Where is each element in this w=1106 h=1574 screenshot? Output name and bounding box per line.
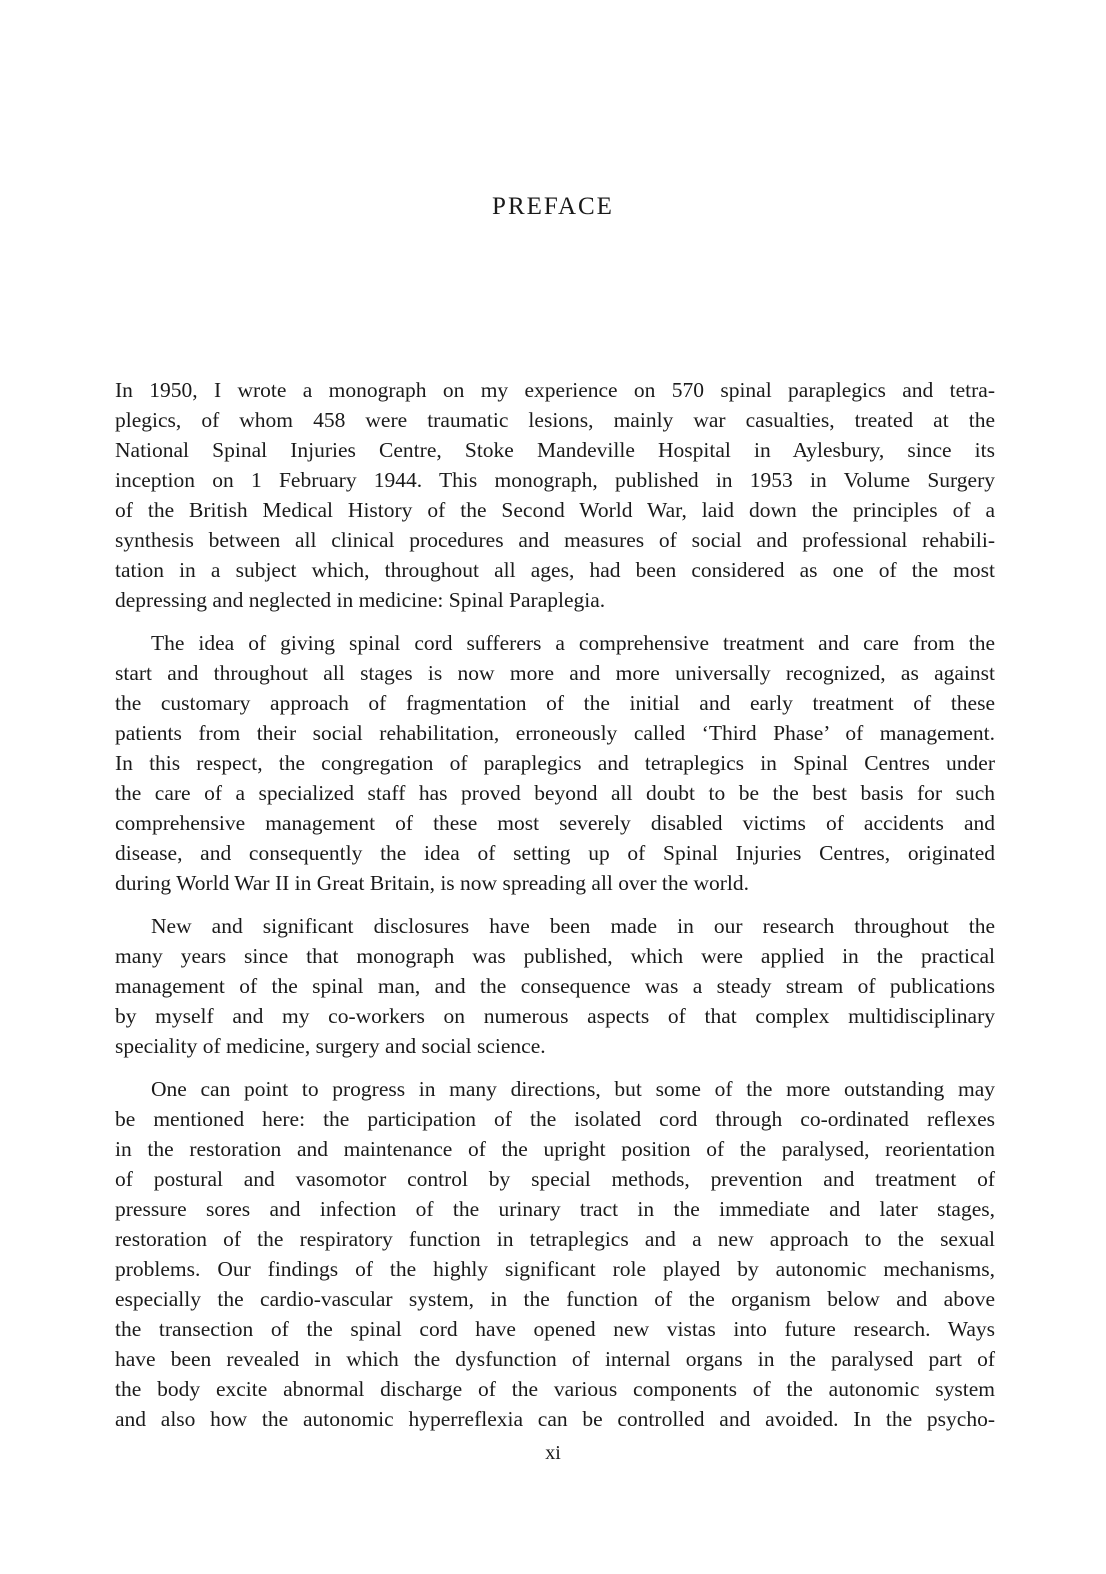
text-line: synthesis between all clinical procedures and measures of social and professional rehabili- <box>115 528 995 552</box>
text-line: of postural and vasomotor control by special methods, prevention and treatment of <box>115 1167 995 1191</box>
text-line: depressing and neglected in medicine: Spinal Paraplegia. <box>115 588 606 612</box>
text-line: speciality of medicine, surgery and social science. <box>115 1034 546 1058</box>
text-line: National Spinal Injuries Centre, Stoke Mandeville Hospital in Aylesbury, since its <box>115 438 995 462</box>
text-line: patients from their social rehabilitation, erroneously called ‘Third Phase’ of management. <box>115 721 995 745</box>
text-line: of the British Medical History of the Second World War, laid down the principles of a <box>115 498 995 522</box>
page-number: xi <box>545 1442 561 1464</box>
page-title: PREFACE <box>492 193 614 220</box>
text-line: during World War II in Great Britain, is now spreading all over the world. <box>115 871 750 895</box>
text-line: The idea of giving spinal cord sufferers a comprehensive treatment and care from the <box>151 631 995 655</box>
paragraph-4 <box>115 1074 995 1434</box>
text-line: the customary approach of fragmentation of the initial and early treatment of these <box>115 691 995 715</box>
text-line: In this respect, the congregation of paraplegics and tetraplegics in Spinal Centres under <box>115 751 995 775</box>
paragraph-3 <box>115 911 995 1061</box>
text-line: by myself and my co-workers on numerous aspects of that complex multidisciplinary <box>115 1004 995 1028</box>
text-line: have been revealed in which the dysfunction of internal organs in the paralysed part of <box>115 1347 995 1371</box>
text-line: many years since that monograph was published, which were applied in the practical <box>115 944 995 968</box>
text-line: the transection of the spinal cord have opened new vistas into future research. Ways <box>115 1317 995 1341</box>
text-line: especially the cardio-vascular system, in the function of the organism below and above <box>115 1287 995 1311</box>
paragraph-2 <box>115 628 995 898</box>
text-line: disease, and consequently the idea of setting up of Spinal Injuries Centres, originated <box>115 841 995 865</box>
text-line: pressure sores and infection of the urinary tract in the immediate and later stages, <box>115 1197 995 1221</box>
text-line: the body excite abnormal discharge of the various components of the autonomic system <box>115 1377 995 1401</box>
text-line: be mentioned here: the participation of the isolated cord through co-ordinated reflexes <box>115 1107 995 1131</box>
text-line: inception on 1 February 1944. This monograph, published in 1953 in Volume Surgery <box>115 468 995 492</box>
text-line: problems. Our findings of the highly significant role played by autonomic mechanisms, <box>115 1257 995 1281</box>
text-line: plegics, of whom 458 were traumatic lesions, mainly war casualties, treated at the <box>115 408 995 432</box>
paragraph-1 <box>115 375 995 615</box>
text-line: One can point to progress in many directions, but some of the more outstanding may <box>151 1077 995 1101</box>
text-line: start and throughout all stages is now more and more universally recognized, as against <box>115 661 995 685</box>
text-line: In 1950, I wrote a monograph on my experience on 570 spinal paraplegics and tetra- <box>115 378 995 402</box>
text-line: tation in a subject which, throughout all ages, had been considered as one of the most <box>115 558 995 582</box>
text-line: and also how the autonomic hyperreflexia can be controlled and avoided. In the psycho- <box>115 1407 995 1431</box>
text-line: restoration of the respiratory function in tetraplegics and a new approach to the sexual <box>115 1227 995 1251</box>
text-line: the care of a specialized staff has proved beyond all doubt to be the best basis for such <box>115 781 995 805</box>
text-line: management of the spinal man, and the consequence was a steady stream of publications <box>115 974 995 998</box>
text-line: in the restoration and maintenance of the upright position of the paralysed, reorientation <box>115 1137 995 1161</box>
text-line: comprehensive management of these most severely disabled victims of accidents and <box>115 811 995 835</box>
text-line: New and significant disclosures have been made in our research throughout the <box>151 914 995 938</box>
preface-body <box>115 375 995 1447</box>
